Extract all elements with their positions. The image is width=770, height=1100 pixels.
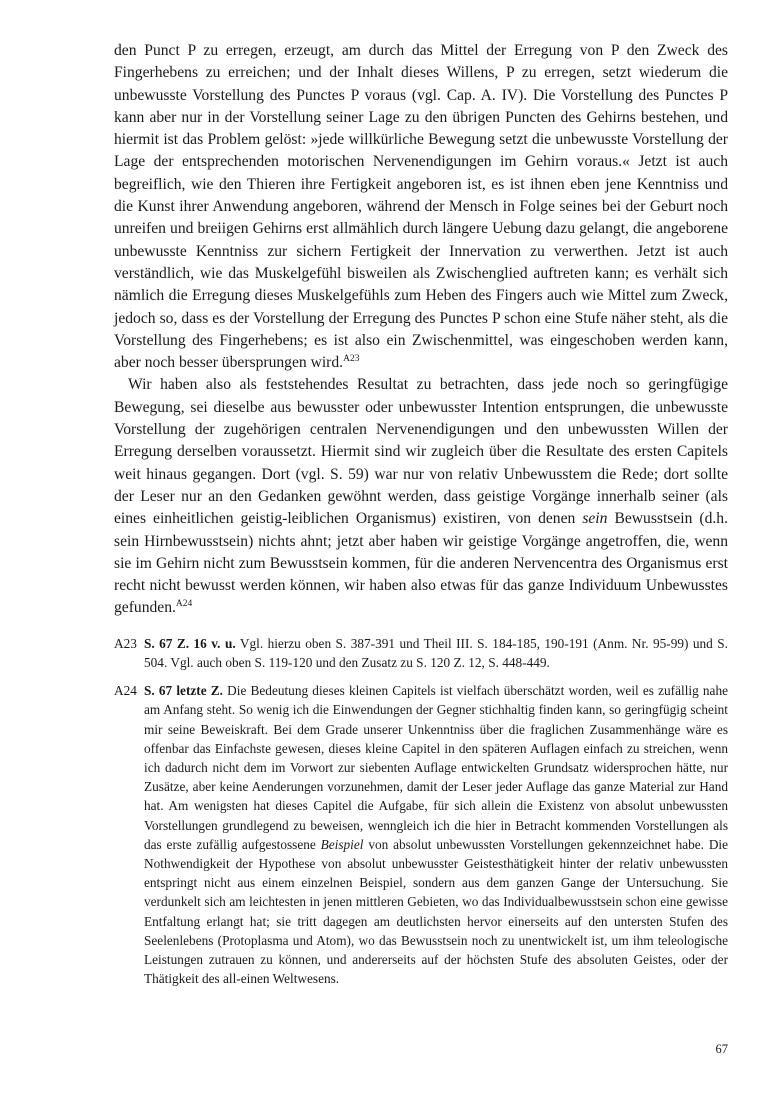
page-number: 67 bbox=[715, 1042, 728, 1056]
endnote-label: A23 bbox=[114, 635, 137, 651]
paragraph-text: Wir haben also als feststehendes Resultat zu betrachten, dass jede noch so geringfügige Bewegung, sei dieselbe aus bewusster oder unbewusster Intention entsprungen, die unbewusste Vorstellung der zugehörigen centralen Nervenendigungen und den unbewussten Willen der Erregung derselben voraussetzt. Hiermit sind wir zugleich über die Resultate des ersten Capitels weit hinaus gegangen. Dort (vgl. S. 59) war nur von relativ Unbewusstem die Rede; dort sollte der Leser nur an den Gedanken gewöhnt werden, dass geistige Vorgänge innerhalb seiner (als eines einheitlichen geistig-leiblichen Organismus) existiren, von denen bbox=[114, 376, 728, 528]
endnote-a23 bbox=[114, 634, 728, 672]
body-paragraph-1 bbox=[114, 40, 728, 374]
paragraph-text: Bewusstsein (d.h. sein Hirnbewusstsein) nichts ahnt; jetzt aber haben wir geistige Vorgänge angetroffen, die, wenn sie im Gehirn nicht zum Bewusstsein kommen, für die anderen Nervencentra des Organismus erst recht nicht bewusst werden können, wir haben also etwas für das ganze Individuum Unbewusstes gefunden. bbox=[114, 510, 728, 617]
endnote-locator: S. 67 Z. 16 v. u. bbox=[144, 635, 236, 651]
emphasized-word: sein bbox=[582, 510, 608, 528]
endnote-locator: S. 67 letzte Z. bbox=[144, 683, 223, 699]
endnote-a24 bbox=[114, 681, 728, 988]
footnote-reference[interactable]: A23 bbox=[343, 354, 360, 365]
document-page bbox=[114, 40, 728, 997]
footnote-reference[interactable]: A24 bbox=[175, 599, 193, 610]
endnote-text: Vgl. hierzu oben S. 387-391 und Theil III. S. 184-185, 190-191 (Anm. Nr. 95-99) und S. 504. Vgl. auch oben S. 119-120 und den Zusatz zu S. 120 Z. 12, S. 448-449. bbox=[144, 635, 728, 670]
endnote-text: Die Bedeutung dieses kleinen Capitels ist vielfach überschätzt worden, weil es zufällig nahe am Anfang steht. So wenig ich die Einwendungen der Gegner stichhaltig finden kann, so geringfügig scheint mir seine Beweiskraft. Bei dem Grade unserer Unkenntniss über die fraglichen Zusammenhänge wäre es offenbar das Einfachste gewesen, dieses kleine Capitel in den späteren Auflagen einfach zu streichen, wenn ich dadurch nicht dem im Vorwort zur siebenten Auflage entwickelten Grundsatz widersprochen hätte, nur Zusätze, aber keine Aenderungen vorzunehmen, damit der Leser jeder Auflage das ganze Material zur Hand hat. Am wenigsten hat dieses Capitel die Aufgabe, für sich allein die Existenz von absolut unbewussten Vorstellungen grundlegend zu beweisen, wenngleich ich die hier in Betracht kommenden Vorstellungen als das erste zufällig aufgestossene bbox=[144, 683, 728, 852]
endnote-label: A24 bbox=[114, 683, 137, 699]
endnote-text: von absolut unbewussten Vorstellungen gekennzeichnet habe. Die Nothwendigkeit der Hypothese von absolut unbewusster Geistesthätigkeit hinter der relativ unbewussten entspringt nicht aus einem einzelnen Beispiel, sondern aus dem ganzen Gange der Untersuchung. Sie verdunkelt sich am leichtesten in jenen mittleren Gebieten, wo das Individualbewusstsein schon eine gewisse Entfaltung erlangt hat; sie tritt dagegen am deutlichsten hervor einerseits auf den untersten Stufen des Seelenlebens (Protoplasma und Atom), wo das Bewusstsein noch zu unentwickelt ist, um ihm teleologische Leistungen zutrauen zu können, und andererseits auf der höchsten Stufe des absoluten Geistes, oder der Thätigkeit des all-einen Weltwesens. bbox=[144, 836, 729, 987]
paragraph-text: den Punct P zu erregen, erzeugt, am durch das Mittel der Erregung von P den Zweck des Fingerhebens zu erreichen; und der Inhalt dieses Willens, P zu erregen, setzt wiederum die unbewusste Vorstellung des Punctes P voraus (vgl. Cap. A. IV). Die Vorstellung des Punctes P kann aber nur in der Vorstellung seiner Lage zu den übrigen Puncten des Gehirns bestehen, und hiermit ist das Problem gelöst: »jede willkürliche Bewegung setzt die unbewusste Vorstellung der Lage der entsprechenden motorischen Nervenendigungen im Gehirn voraus.« Jetzt ist auch begreiflich, wie den Thieren ihre Fertigkeit angeboren ist, es ist ihnen eben jene Kenntniss und die Kunst ihrer Anwendung angeboren, während der Mensch in Folge seines bei der Geburt noch unreifen und breiigen Gehirns erst allmählich durch längere Uebung dazu gelangt, die angeborene unbewusste Kenntniss zur sichern Fertigkeit der Innervation zu verwerthen. Jetzt ist auch verständlich, wie das Muskelgefühl bisweilen als Zwischenglied auftreten kann; es verhält sich nämlich die Erregung dieses Muskelgefühls zum Heben des Fingers auch wie Mittel zum Zweck, jedoch so, dass es der Vorstellung der Erregung des Punctes P schon eine Stufe näher steht, als die Vorstellung des Fingerhebens; es ist also ein Zwischenmittel, was eingeschoben werden kann, aber noch besser übersprungen wird. bbox=[114, 42, 728, 372]
endnotes bbox=[114, 634, 728, 989]
body-paragraph-2 bbox=[114, 374, 728, 619]
emphasized-word: Beispiel bbox=[320, 836, 364, 852]
